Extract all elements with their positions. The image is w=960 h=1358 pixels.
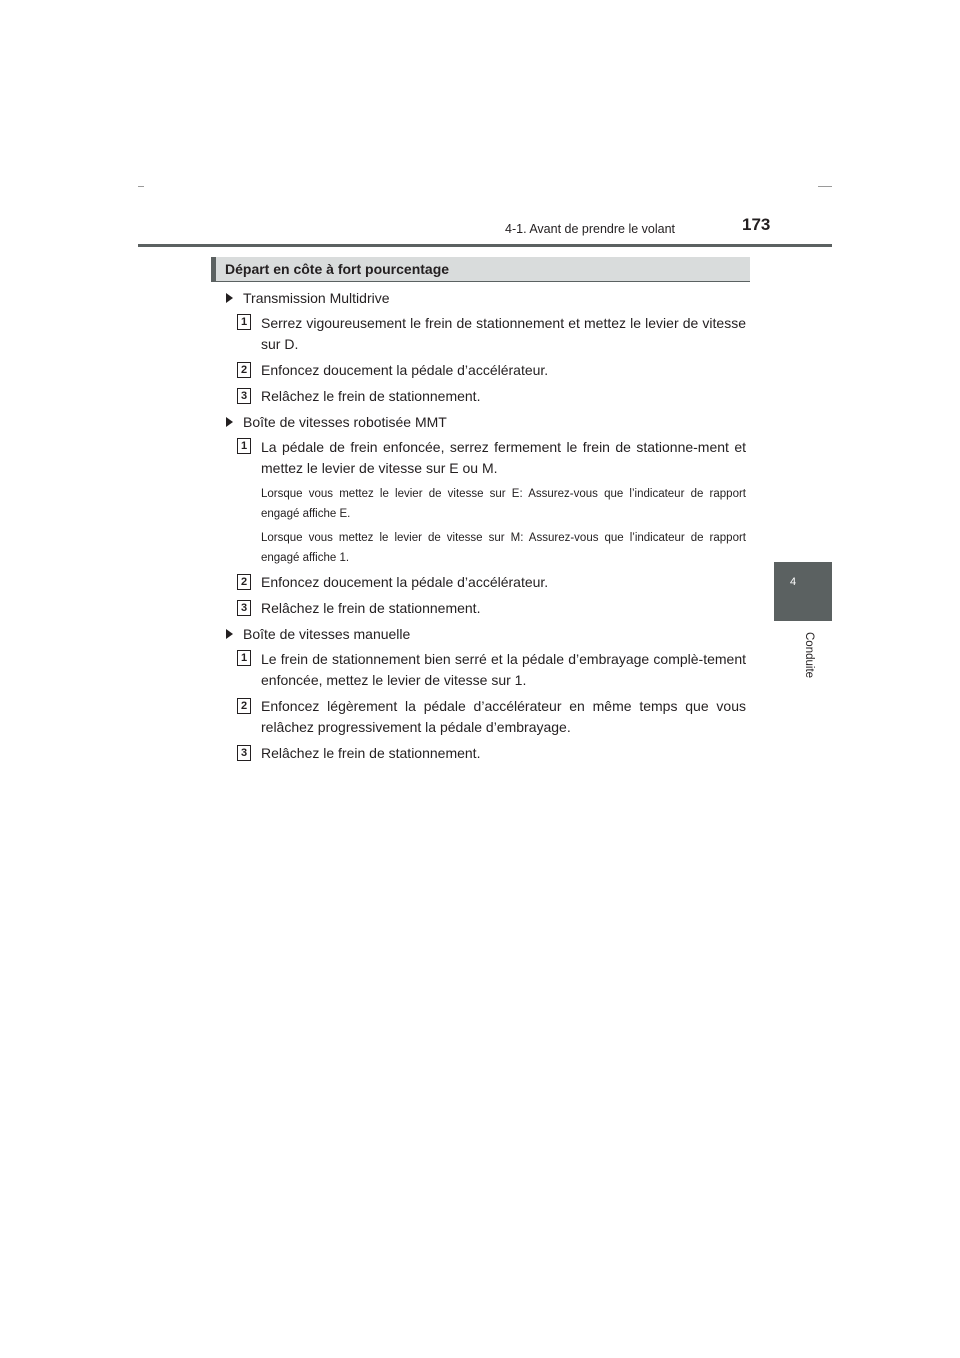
chapter-tab-number: 4	[790, 576, 797, 588]
triangle-bullet-icon	[226, 293, 233, 303]
step-text: La pédale de frein enfoncée, serrez fermement le frein de stationne-ment et mettez le levier de vitesse sur E ou M.	[261, 439, 746, 476]
step-number-box: 2	[237, 574, 251, 590]
note-text: Lorsque vous mettez le levier de vitesse sur M: Assurez-vous que l’indicateur de rapport engagé affiche 1.	[261, 532, 746, 564]
group-title-text: Transmission Multidrive	[243, 290, 390, 306]
step-number-box: 1	[237, 314, 251, 330]
group-title-manual	[226, 626, 410, 642]
step-text: Relâchez le frein de stationnement.	[261, 600, 481, 616]
crop-mark-left	[138, 186, 144, 187]
group-title-mmt	[226, 414, 447, 430]
step-text: Enfoncez légèrement la pédale d’accélérateur en même temps que vous relâchez progressivement la pédale d’embrayage.	[261, 698, 746, 735]
step-number-box: 1	[237, 438, 251, 454]
step-text: Serrez vigoureusement le frein de stationnement et mettez le levier de vitesse sur D.	[261, 315, 746, 352]
step-number-box: 3	[237, 388, 251, 404]
page-number: 173	[742, 215, 771, 234]
section-heading	[211, 257, 750, 282]
note-text: Lorsque vous mettez le levier de vitesse sur E: Assurez-vous que l’indicateur de rapport engagé affiche E.	[261, 488, 746, 520]
group-title-multidrive	[226, 290, 390, 306]
step-number-box: 2	[237, 698, 251, 714]
section-heading-bar	[211, 257, 216, 281]
group-title-text: Boîte de vitesses robotisée MMT	[243, 414, 447, 430]
chapter-tab	[774, 562, 832, 621]
step-text: Enfoncez doucement la pédale d’accélérateur.	[261, 362, 549, 378]
step-number-box: 2	[237, 362, 251, 378]
step-number-box: 3	[237, 600, 251, 616]
step-number-box: 1	[237, 650, 251, 666]
running-header-section: 4-1. Avant de prendre le volant	[505, 222, 676, 236]
step-text: Le frein de stationnement bien serré et la pédale d’embrayage complè-tement enfoncée, mettez le levier de vitesse sur 1.	[261, 651, 746, 688]
step-text: Relâchez le frein de stationnement.	[261, 388, 481, 404]
triangle-bullet-icon	[226, 629, 233, 639]
step-text: Enfoncez doucement la pédale d’accélérateur.	[261, 574, 549, 590]
chapter-tab-label: Conduite	[803, 632, 815, 679]
header-rule	[138, 244, 832, 247]
group-title-text: Boîte de vitesses manuelle	[243, 626, 411, 642]
triangle-bullet-icon	[226, 417, 233, 427]
step-text: Relâchez le frein de stationnement.	[261, 745, 481, 761]
step-number-box: 3	[237, 745, 251, 761]
crop-mark-right	[818, 186, 832, 187]
section-heading-title: Départ en côte à fort pourcentage	[225, 261, 450, 277]
